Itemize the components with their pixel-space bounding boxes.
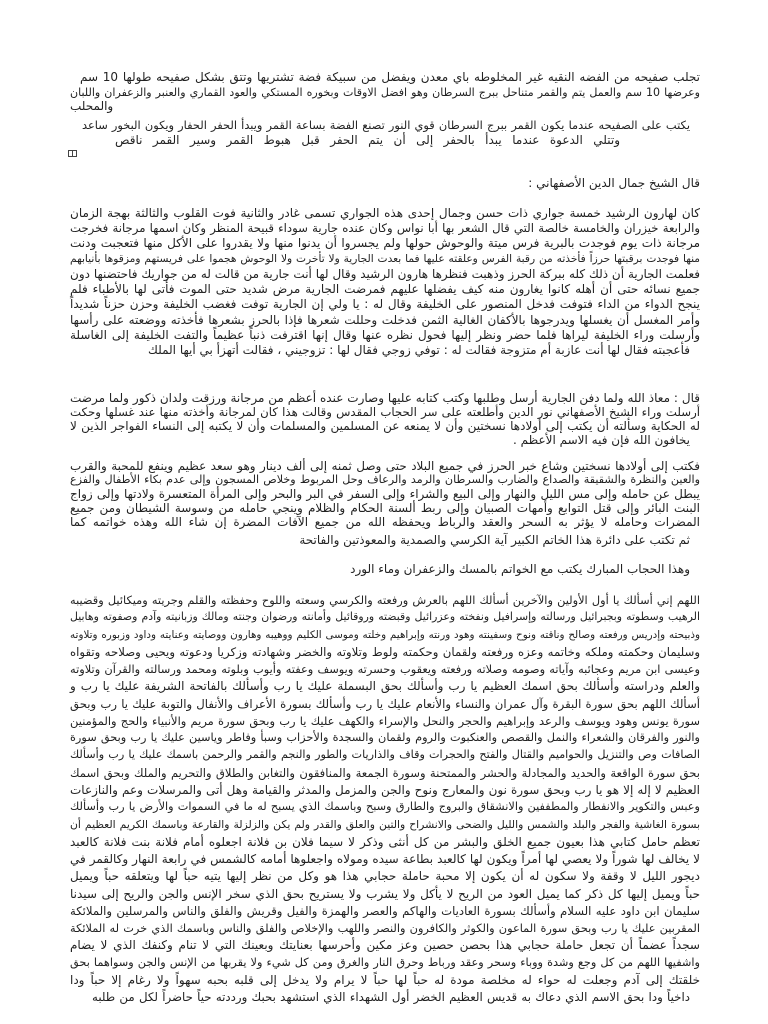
- prayer-line: الصافات وص والتنزيل والحواميم والقتال والفتح والحجرات وقاف والذاريات والطور والنجم والقمر والرحمن باسمك عليك يا رب وأسألك: [70, 748, 700, 761]
- intro-line: تجلب صفيحه من الفضه النقيه غير المخلوطه باي معدن ويفضل من سبيكة فضة تشتريها وتتق بشكل صفيحه طولها 10 سم: [80, 70, 700, 84]
- prayer-line: الرهيب وسطوته وبجبرائيل ورسالته وإسرافيل ونفخته وعزرائيل وقبضته وروقائيل وأمانته ورضوان وجنته ومالك وزبانيته وآدم وصفوته وهابيل: [70, 610, 700, 623]
- story-line: فعلمت الجارية أن ذلك كله ببركة الحرز وذهبت فنظرها هارون الرشيد وقال لها أنت جارية من قالت له من جواريك فاحتضنها دون: [70, 267, 700, 281]
- prayer-line: وذبيحته وإدريس ورفعته وصالح وناقته ونوح وسفينته وهود ورنته وإبراهيم وخلته وموسى الكليم ووهيبه وهارون ووصايته وعنايته وداود وزبوره وتلاوته: [70, 629, 700, 641]
- prayer-line: اللهم إني أسألك يا أول الأولين والآخرين أسألك اللهم بالعرش ورفعته والكرسي وسعته واللوح وحفظته والقلم وجريته وميكائيل وقضيبه: [70, 593, 700, 607]
- story-line: قال : معاذ الله ولما دفن الجارية أرسل وطلبها وكتب كتابه عليها وصارت عنده أعظم من مرجانة ورزقت ولدان ذكور ولما مرضت: [70, 391, 700, 405]
- story-line: البنت البائر وإلى قتل التوابع وأمهات الصبيان وإلى ربط ألسنة الحكام والظلام وينجي حامله من وسوسة الشيطان ومن جميع: [70, 501, 700, 515]
- prayer-line: بحق سورة الواقعة والحديد والمجادلة والحشر والممتحنة وسورة الجمعة والمنافقون والتغابن والطلاق والتحريم والملك وبحق اسمك: [70, 766, 700, 780]
- prayer-line: حباً ويميل إليها كل ذكر كما يميل العود من الريح لا يأكل ولا يشرب ولا يستريح بحق الذي سخر الإنس والجن والريح إلى سيدنا: [70, 887, 700, 901]
- story-line: والعين والنظرة والشقيقة والصداع والضارب والسرطان والرمد والرعاف وحل المربوط وخلاص المسجون وإلى عدم بكاء الأطفال والفزع: [70, 473, 700, 486]
- prayer-line: وعيسى ابن مريم وعجائبه وآياته وصومه وصلاته ورفعته ويعقوب وحسرته ويوسف وعفته وأيوب وبلوته ومحمد ورسالته والقرآن وتلاوته: [70, 662, 700, 676]
- story-line: يخافون الله فإن فيه الاسم الأعظم .: [513, 433, 690, 447]
- story-line: يبطل عن حامله وإلى مس الليل والنهار وإلى البيع والشراء وإلى السفر في البر والبحر وإلى المرأة المتعسرة ولادتها وإلى زواج: [70, 487, 700, 501]
- instruction-line: ثم تكتب على دائرة هذا الخاتم الكبير آية الكرسي والصمدية والمعوذتين والفاتحة: [299, 533, 690, 547]
- story-line: جميع نسائه حتى أن أهله كانوا يغارون منه كيف يفضلها عليهم فمرضت الجارية مرض شديد حتى الموت فأتى لها بالأطباء فلم: [70, 282, 700, 296]
- section-heading: قال الشيخ جمال الدين الأصفهاني :: [528, 176, 700, 190]
- prayer-line: واشفيها اللهم من كل وجع وشدة ووباء وسحر وعقد ورباط وحرق النار والغرق ومن كل شيء ولا يقربها من الإنس والجن وسواهما بحق: [70, 956, 700, 969]
- prayer-line: وسليمان وحكمته وملكه وخاتمه وعزه ورفعته ولقمان وحكمته ولوط وتلاوته والخضر وشهادته وزكريا ودعوته ويحيى وصلاحه وتقواه: [70, 645, 700, 659]
- intro-line: وتتلي الدعوة عندما يبدأ بالحفر إلى أن يتم الحفر قبل هبوط القمر وسير القمر ناقص: [115, 133, 620, 147]
- prayer-line: والعلم ودراسته وأسألك بحق اسمك العظيم يا رب وأسألك بحق البسملة عليك يا رب وأسألك بالفاتحة الشريفة عليك يا رب و: [70, 679, 700, 693]
- intro-line: وعرضها 10 سم والعمل يتم والقمر متناحل ببرج السرطان وهو افضل الاوقات وبخوره المستكي والعود القماري والعنبر والزعفران واللبان: [70, 86, 700, 99]
- prayer-line: تعظم حامل كتابي هذا بعيون جميع الخلق والبشر من كل أنثى وذكر لا سيما فلان بن فلانة اجعلوه أمام فلانة بنت فلانة كالعبد: [70, 835, 700, 849]
- story-line: أرسلت وراء الشيخ الأصفهاني نور الدين وأطلعته على سر الحجاب المقدس وقالت هذا كان لمرجانة وأخذته منها عند غسلها وحكت: [70, 405, 700, 419]
- prayer-line: سورة يونس وهود ويوسف والرعد وإبراهيم والحجر والنحل والإسراء والكهف عليك يا رب وبحق سورة مريم والأنبياء والحج والمؤمنين: [70, 714, 700, 728]
- prayer-line: لا يخالف لها شوراً ولا يعصي لها أمراً ويكون لها كالعبد بطاعة سيده ومولاه واجعلوها أمامه كالشمس في رابعة النهار وكالقمر في: [70, 852, 700, 866]
- story-line: المضرات وحامله لا يؤثر به السحر والعقد والرباط ويحفظه الله من جميع الآفات المضرة إن شاء الله وهذه خواتمه كما: [70, 515, 700, 529]
- prayer-line: أسألك اللهم بحق سورة البقرة وآل عمران والنساء والأنعام عليك يا رب وأسألك بسورة الأعراف والأنفال والتوبة عليك يا رب وبحق: [70, 697, 700, 711]
- prayer-line: والنور والفرقان والشعراء والنمل والقصص والعنكبوت والروم ولقمان والسجدة والأحزاب وسبأ وفاطر وياسين عليك يا رب وبحق سورة: [70, 731, 700, 744]
- intro-line: والمحلب: [70, 99, 114, 113]
- prayer-line: المقربين عليك يا رب وبحق سورة الماعون والكوثر والكافرون والنصر واللهب والإخلاص والفلق والناس وباسمك الذي خرت له الملائكة: [70, 921, 700, 935]
- prayer-line: وعبس والتكوير والانفطار والمطففين والانشقاق والبروج والطارق وسبح وباسمك الذي يسبح له ما في السموات والأرض يا رب وأسألك: [70, 800, 700, 813]
- story-line: منها فوجدت برقبتها حرزاً فأخذته من رقبة الفرس وعلقته عليها فما بعدت الجارية ولا تأخرت ولا الوحوش هجموا على فريستهم ومزقوها بأنيابهم: [70, 252, 700, 265]
- prayer-line: بسورة الغاشية والفجر والبلد والشمس والليل والضحى والانشراح والتين والعلق والقدر ولم يكن والزلزلة والقارعة وباسمك الكريم العظيم أن: [70, 818, 700, 831]
- story-line: مرجانة ذات يوم فوجدت بالبرية فرس ميتة والوحوش حولها ولم يجسروا أن يدنوا منها ولا يقدروا على الأكل منها فتعجبت ودنت: [70, 236, 700, 250]
- story-line: وأرسلت وراء الخليفة ليراها فلما حضر ونظر إليها فحول نظره عنها وقال إنها اقترفت ذنباً عظيماً والتفت الخليفة إلى الغاسلة: [70, 328, 700, 342]
- story-line: فأعجبته فقال لها أنت عازبة أم متزوجة فقالت له : توفي زوجي فقال لها : تزوجيني ، فقالت أتهزأ بي أيها الملك: [148, 343, 690, 357]
- story-line: كان لهارون الرشيد خمسة جواري ذات حسن وجمال إحدى هذه الجواري تسمى غادر والثانية فوت القلوب والثالثة بهجة الزمان: [70, 206, 700, 220]
- prayer-line: العظيم لا إله إلا هو يا رب وبحق سورة نون والمعارج ونوح والجن والمزمل والمدثر والقيامة وهل أتى والمرسلات وعم والنازعات: [70, 783, 700, 797]
- intro-line: يكتب على الصفيحه عندما يكون القمر ببرج السرطان قوي النور تصنع الفضة بساعة القمر ويبدأ الحفر الحفار ويكون البخور ساعد: [82, 118, 690, 132]
- story-line: ينجح الدواء من الداء فتوفت فدخل المنصور على الخليفة وقال له : يا ولي إن الجارية توفت فغضب الخليفة وحزن حزناً شديداً: [70, 297, 700, 311]
- story-line: فكتب إلى أولادها نسختين وشاع خبر الحرز في جميع البلاد حتى وصل ثمنه إلى ألف دينار وهو سعد عظيم وينفع للمحبة والقرب: [70, 459, 700, 473]
- story-line: والرابعة خيزران والخامسة خالصة التي قال الشعر بها أبا نواس وكان عنده جارية سوداء قبيحة المنظر وكان اسمها مرجانة فخرجت: [70, 221, 700, 235]
- instruction-line: وهذا الحجاب المبارك يكتب مع الخواتم بالمسك والزعفران وماء الورد: [350, 562, 690, 576]
- prayer-line: داخياً ودا بحق الاسم الذي دعاك به قديس العظيم الخضر أول الشهداء الذي استشهد بحبك ورددته حياً حاضراً لكل من طلبه: [92, 990, 690, 1004]
- prayer-line: سجداً عضماً أن تجعل حاملة حجابي هذا بحصن حصين وعز مكين وأحرسها بعنايتك وبعينك التي لا تنام وكنفك الذي لا يضام: [70, 938, 700, 952]
- story-line: وأمر المغسل أن يغسلها ويدرجوها بالأكفان الغالية الثمن فدخلت وحللت شعرها فإذا بالحرز بشعرها فأخذته ووضعته على رأسها: [70, 313, 700, 327]
- prayer-line: خلقتك إلى آدم وجعلت له حواء له مخلصة مودة له حباً لها حباً لا يرام ولا يدخل إلى قلبه بحبه سهواً ولا رغام إلا حباً ودا: [70, 973, 700, 987]
- ornament-icon: [68, 150, 77, 157]
- prayer-line: ديجور الليل لا وقفة ولا سكون له أن يكون إلا محبة حاملة حجابي هذا هو وكل من نظر إليها يتيه حباً لها ويتعلقه حباً ويميل: [70, 869, 700, 883]
- prayer-line: سليمان ابن داود عليه السلام وأسألك بسورة العاديات والهاكم والعصر والهمزة والفيل وقريش والفلق والناس والمرسلين والملائكة: [70, 904, 700, 918]
- story-line: له الحكاية وسألته أن يكتب إلى أولادها نسختين وأن لا يمنعه عن المسلمين والمسلمات وأن لا يكتبه إلى النساء الفواجر الذين لا: [70, 419, 700, 433]
